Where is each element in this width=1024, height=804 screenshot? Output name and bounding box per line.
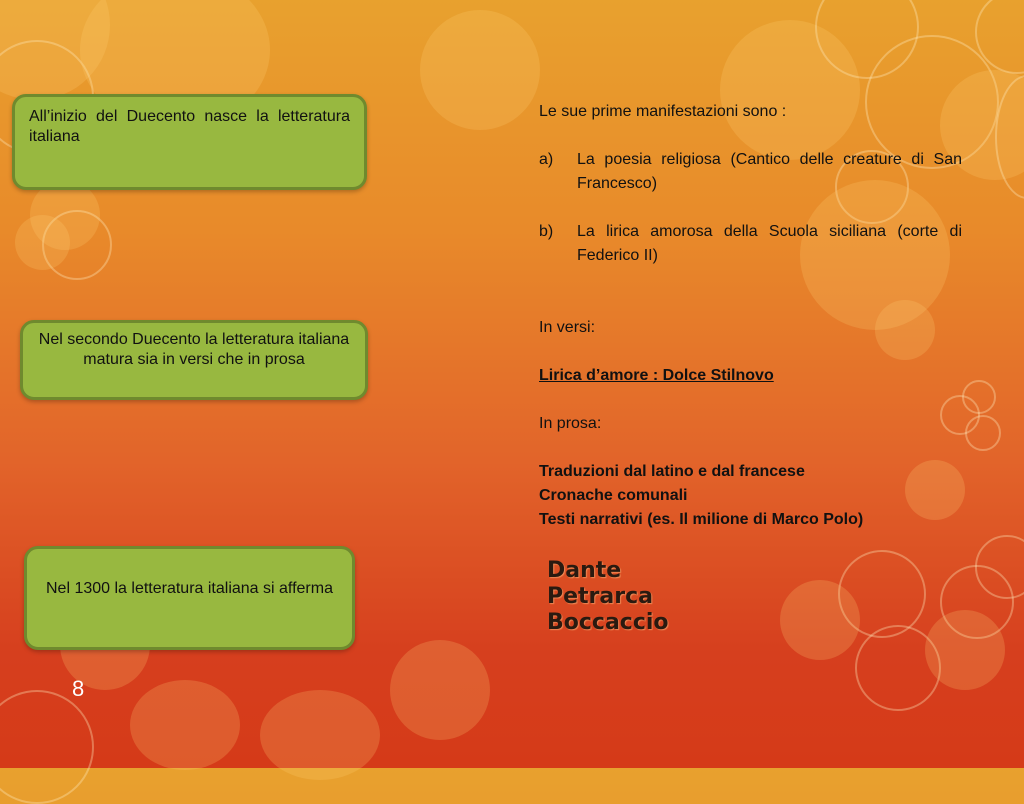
bokeh-decoration <box>0 0 110 100</box>
authors-list <box>547 558 669 636</box>
bokeh-decoration <box>15 215 70 270</box>
list-marker: a) <box>539 151 554 168</box>
versi-item: Lirica d’amore : Dolce Stilnovo <box>539 367 774 384</box>
trecento-text: Nel 1300 la letteratura italiana si afferma <box>46 580 333 597</box>
second-duecento-text: Nel secondo Duecento la letteratura italiana matura sia in versi che in prosa <box>38 331 350 368</box>
bokeh-decoration <box>925 610 1005 690</box>
list-item-text: La lirica amorosa della Scuola siciliana (corte di Federico II) <box>577 223 962 264</box>
author-name: Dante <box>547 558 622 583</box>
bokeh-decoration <box>975 0 1024 74</box>
bokeh-decoration <box>260 690 380 780</box>
intro-text-box <box>12 94 367 190</box>
second-duecento-text-box <box>20 320 368 400</box>
prosa-item: Traduzioni dal latino e dal francese <box>539 463 805 480</box>
list-item-text: La poesia religiosa (Cantico delle creature di San Francesco) <box>577 151 962 192</box>
bokeh-decoration <box>130 680 240 770</box>
content-column <box>539 100 962 532</box>
bokeh-decoration <box>42 210 112 280</box>
bokeh-decoration <box>965 415 1001 451</box>
bokeh-decoration <box>962 380 996 414</box>
bokeh-decoration <box>780 580 860 660</box>
bokeh-decoration <box>855 625 941 711</box>
prosa-item: Testi narrativi (es. Il milione di Marco Polo) <box>539 511 864 528</box>
bokeh-decoration <box>30 180 100 250</box>
bokeh-decoration <box>0 690 94 804</box>
list-marker: b) <box>539 223 554 240</box>
bokeh-decoration <box>940 565 1014 639</box>
versi-label: In versi: <box>539 319 596 336</box>
bokeh-decoration <box>838 550 926 638</box>
author-name: Petrarca <box>547 584 653 609</box>
bokeh-decoration <box>995 75 1024 199</box>
bokeh-decoration <box>390 640 490 740</box>
bokeh-decoration <box>975 535 1024 599</box>
prosa-label: In prosa: <box>539 415 602 432</box>
intro-text: All’inizio del Duecento nasce la letteratura italiana <box>29 108 350 145</box>
list-item <box>539 220 962 268</box>
list-item <box>539 148 962 196</box>
page-number: 8 <box>72 676 85 701</box>
bokeh-decoration <box>815 0 919 79</box>
bokeh-decoration <box>420 10 540 130</box>
prosa-item: Cronache comunali <box>539 487 688 504</box>
intro-heading: Le sue prime manifestazioni sono : <box>539 103 787 120</box>
author-name: Boccaccio <box>547 610 669 635</box>
trecento-text-box <box>24 546 355 650</box>
